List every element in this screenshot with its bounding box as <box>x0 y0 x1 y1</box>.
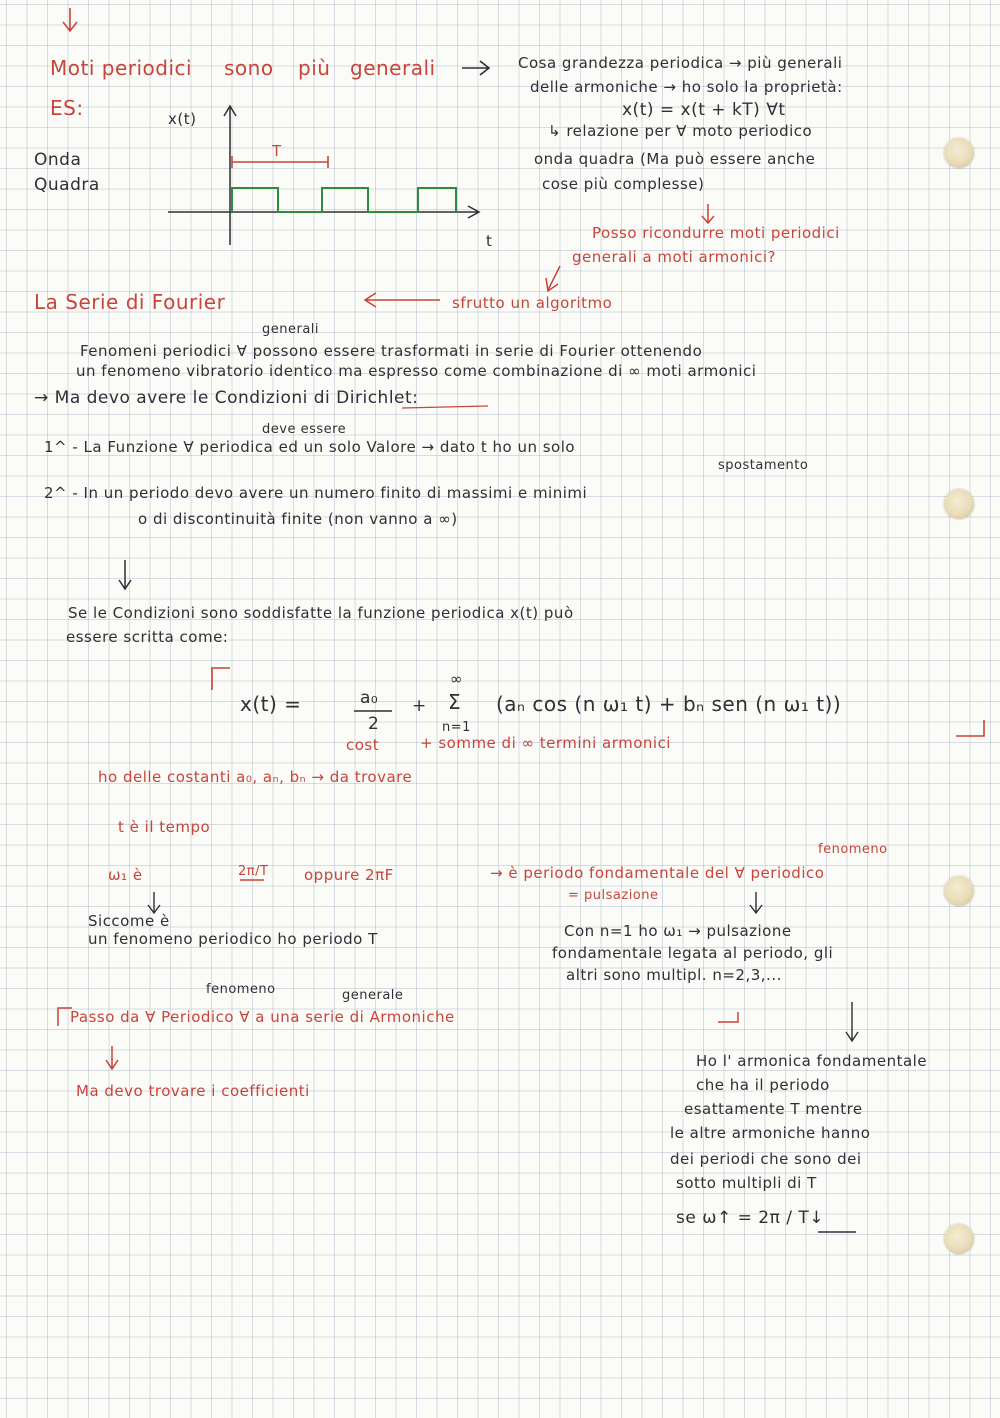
formula-rhs: (aₙ cos (n ω₁ t) + bₙ sen (n ω₁ t)) <box>496 692 842 716</box>
text-t-tempo: t è il tempo <box>118 818 211 836</box>
text-fenomeno-vibratorio: un fenomeno vibratorio identico ma espresso come combinazione di ∞ moti armonici <box>76 362 757 380</box>
text-deve-essere: deve essere <box>262 422 347 437</box>
text-armonica-4: le altre armoniche hanno <box>670 1124 871 1142</box>
text-generali-annot: generali <box>262 322 320 337</box>
text-delle-armoniche: delle armoniche → ho solo la proprietà: <box>530 78 843 96</box>
text-2pi-over-t: 2π/T <box>238 864 269 879</box>
text-oppure: oppure 2πF <box>304 866 394 884</box>
formula-cost: cost <box>346 736 380 754</box>
text-armonica-5: dei periodi che sono dei <box>670 1150 862 1168</box>
formula-plus: + <box>412 696 427 716</box>
text-fenomeni-periodici: Fenomeni periodici ∀ possono essere trasformati in serie di Fourier ottenendo <box>80 342 703 360</box>
label-es: ES: <box>50 96 84 120</box>
text-condizioni-dirichlet: → Ma devo avere le Condizioni di Dirichlet: <box>34 388 419 408</box>
text-cose-complesse: cose più complesse) <box>542 175 705 193</box>
label-quadra: Quadra <box>34 175 100 195</box>
square-wave <box>232 188 456 212</box>
text-cosa-grandezza: Cosa grandezza periodica → più generali <box>518 54 843 72</box>
text-generale-annot: generale <box>342 988 404 1003</box>
graph-period-label: T <box>272 142 282 160</box>
formula-sum: Σ <box>448 690 462 714</box>
square-wave-axes <box>168 106 479 245</box>
text-altri-multipli: altri sono multipl. n=2,3,... <box>566 966 782 984</box>
down-arrow-icon <box>63 8 77 31</box>
condition-1-spostamento: spostamento <box>718 458 809 473</box>
text-armonica-2: che ha il periodo <box>696 1076 830 1094</box>
formula-sum-top: ∞ <box>450 670 463 688</box>
condition-1: 1^ - La Funzione ∀ periodica ed un solo Valore → dato t ho un solo <box>44 438 576 456</box>
text-devo-trovare-coefficienti: Ma devo trovare i coefficienti <box>76 1082 310 1100</box>
text-onda-quadra: onda quadra (Ma può essere anche <box>534 150 816 168</box>
text-w1: ω₁ è <box>108 866 143 884</box>
text-sono: sono <box>224 56 274 80</box>
formula-lhs: x(t) = <box>240 692 302 716</box>
text-se-condizioni: Se le Condizioni sono soddisfatte la funzione periodica x(t) può <box>68 604 574 622</box>
text-armonica-6: sotto multipli di T <box>676 1174 817 1192</box>
graph-ylabel: x(t) <box>168 110 197 128</box>
text-fenomeno-annot: fenomeno <box>818 842 888 857</box>
text-fondamentale-legata: fondamentale legata al periodo, gli <box>552 944 834 962</box>
text-posso-ricondurre: Posso ricondurre moti periodici <box>592 224 840 242</box>
text-periodo-fondamentale: → è periodo fondamentale del ∀ periodico <box>490 864 825 882</box>
text-essere-scritta: essere scritta come: <box>66 628 229 646</box>
text-relazione: ↳ relazione per ∀ moto periodico <box>548 122 813 140</box>
heading-moti-periodici: Moti periodici <box>50 56 193 80</box>
formula-somme: + somme di ∞ termini armonici <box>420 734 671 752</box>
text-armonica-7: se ω↑ = 2π / T↓ <box>676 1208 824 1228</box>
text-sfrutto-algoritmo: sfrutto un algoritmo <box>452 294 613 312</box>
right-arrow-icon <box>462 61 489 75</box>
text-fenomeno-annot-bottom: fenomeno <box>206 982 276 997</box>
text-siccome: Siccome è <box>88 912 170 930</box>
text-passo-armoniche: Passo da ∀ Periodico ∀ a una serie di Armoniche <box>70 1008 455 1026</box>
condition-2-cont: o di discontinuità finite (non vanno a ∞) <box>138 510 458 528</box>
label-onda: Onda <box>34 150 82 170</box>
text-generali-armonici: generali a moti armonici? <box>572 248 776 266</box>
section-title-serie-fourier: La Serie di Fourier <box>34 290 226 314</box>
left-arrow-icon <box>365 293 440 307</box>
formula-two: 2 <box>368 714 380 734</box>
formula-a0: a₀ <box>360 688 379 708</box>
graph-xlabel: t <box>486 232 493 250</box>
text-generali: generali <box>350 56 436 80</box>
text-con-n1: Con n=1 ho ω₁ → pulsazione <box>564 922 792 940</box>
formula-sum-bottom: n=1 <box>442 720 471 735</box>
text-piu: più <box>298 56 331 80</box>
text-pulsazione: = pulsazione <box>568 888 659 903</box>
condition-2: 2^ - In un periodo devo avere un numero finito di massimi e minimi <box>44 484 588 502</box>
formula-periodicity: x(t) = x(t + kT) ∀t <box>622 100 786 120</box>
text-siccome-2: un fenomeno periodico ho periodo T <box>88 930 378 948</box>
text-armonica-1: Ho l' armonica fondamentale <box>696 1052 928 1070</box>
text-costanti: ho delle costanti a₀, aₙ, bₙ → da trovare <box>98 768 413 786</box>
text-armonica-3: esattamente T mentre <box>684 1100 863 1118</box>
